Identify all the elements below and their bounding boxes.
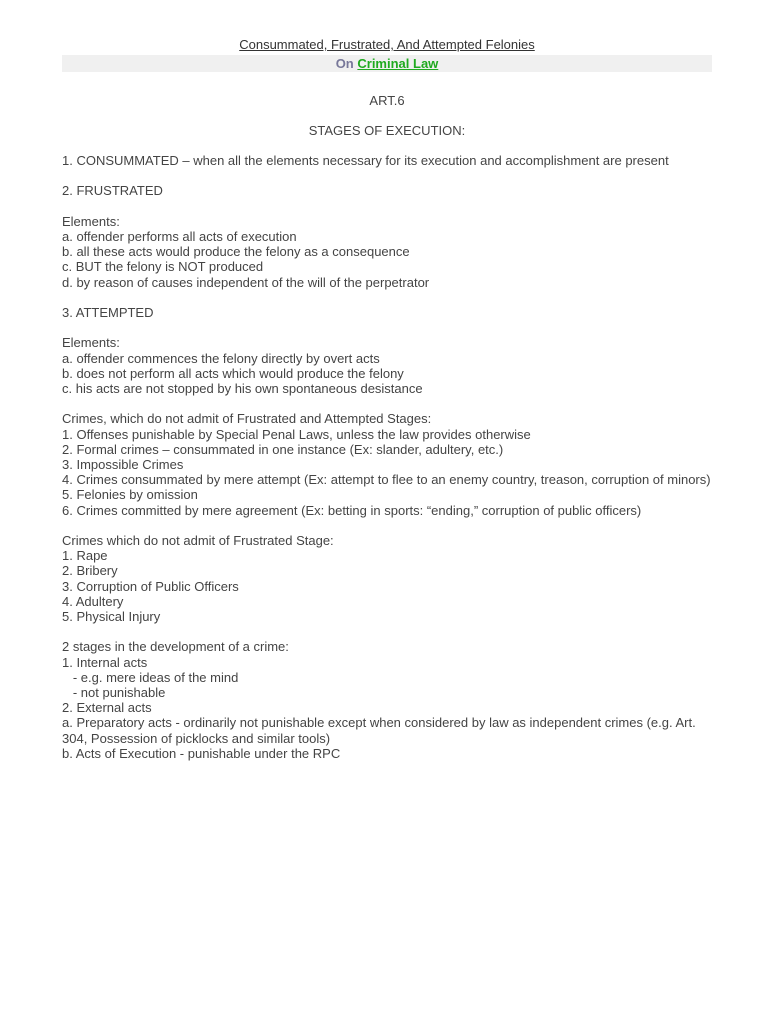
text-line: 2. Formal crimes – consummated in one instance (Ex: slander, adultery, etc.) xyxy=(62,441,504,457)
text-line: 1. CONSUMMATED – when all the elements necessary for its execution and accomplishment are present xyxy=(62,153,669,168)
text-line: 4. Adultery xyxy=(62,593,124,609)
text-line: 2. External acts xyxy=(62,700,152,716)
paragraph xyxy=(62,411,712,517)
text-line: Crimes, which do not admit of Frustrated and Attempted Stages: xyxy=(62,411,432,427)
document-page xyxy=(62,37,712,776)
text-line: - not punishable xyxy=(62,685,166,700)
paragraph xyxy=(62,335,712,396)
text-line: d. by reason of causes independent of the will of the perpetrator xyxy=(62,274,430,290)
text-line: 1. Offenses punishable by Special Penal Laws, unless the law provides otherwise xyxy=(62,426,531,442)
paragraph xyxy=(62,639,712,761)
text-line: a. offender commences the felony directly by overt acts xyxy=(62,350,380,366)
paragraph xyxy=(62,214,712,290)
document-title: Consummated, Frustrated, And Attempted Felonies xyxy=(239,37,535,52)
paragraph xyxy=(62,533,712,624)
article-number: ART.6 xyxy=(369,93,405,108)
text-line: b. all these acts would produce the felony as a consequence xyxy=(62,244,410,260)
text-line: 5. Felonies by omission xyxy=(62,487,198,503)
text-line: Crimes which do not admit of Frustrated Stage: xyxy=(62,532,334,548)
text-line: 3. Corruption of Public Officers xyxy=(62,578,239,594)
category-bar xyxy=(62,55,712,72)
paragraph xyxy=(62,183,712,198)
text-line: 3. Impossible Crimes xyxy=(62,456,184,472)
text-line: - e.g. mere ideas of the mind xyxy=(62,669,239,685)
text-line: a. Preparatory acts - ordinarily not punishable except when considered by law as independent crimes (e.g. Art. 304, Possession of picklocks and similar tools) xyxy=(62,715,700,746)
text-line: b. Acts of Execution - punishable under the RPC xyxy=(62,745,341,761)
text-line: 1. Rape xyxy=(62,548,108,564)
text-line: c. his acts are not stopped by his own spontaneous desistance xyxy=(62,380,423,396)
text-line: Elements: xyxy=(62,213,120,229)
text-line: 5. Physical Injury xyxy=(62,609,161,624)
category-prefix: On xyxy=(335,56,354,71)
text-line: 6. Crimes committed by mere agreement (Ex: betting in sports: “ending,” corruption of public officers) xyxy=(62,502,642,518)
document-body xyxy=(62,153,712,761)
text-line: 4. Crimes consummated by mere attempt (Ex: attempt to flee to an enemy country, treason, corruption of minors) xyxy=(62,472,711,488)
text-line: a. offender performs all acts of execution xyxy=(62,228,297,244)
paragraph xyxy=(62,305,712,320)
text-line: Elements: xyxy=(62,335,120,351)
text-line: b. does not perform all acts which would produce the felony xyxy=(62,365,404,381)
text-line: c. BUT the felony is NOT produced xyxy=(62,259,264,275)
paragraph xyxy=(62,153,712,168)
category-link[interactable]: Criminal Law xyxy=(357,56,439,71)
section-heading: STAGES OF EXECUTION: xyxy=(308,123,466,138)
text-line: 3. ATTEMPTED xyxy=(62,304,154,320)
text-line: 1. Internal acts xyxy=(62,654,148,670)
text-line: 2. Bribery xyxy=(62,563,118,579)
text-line: 2 stages in the development of a crime: xyxy=(62,639,289,655)
text-line: 2. FRUSTRATED xyxy=(62,183,163,199)
